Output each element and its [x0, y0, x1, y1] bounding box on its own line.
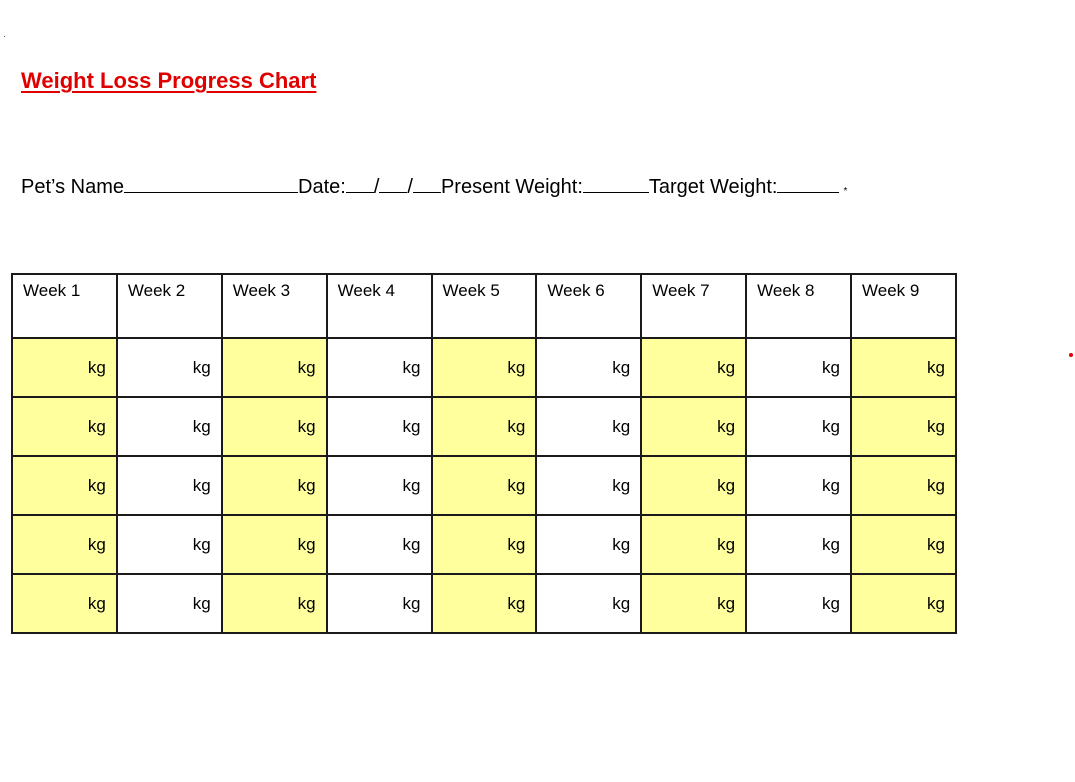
weight-cell-week-2[interactable]: kg — [117, 397, 222, 456]
weight-cell-week-1[interactable]: kg — [12, 574, 117, 633]
weight-cell-week-8[interactable]: kg — [746, 515, 851, 574]
week-8-header: Week 8 — [746, 274, 851, 338]
weight-cell-week-8[interactable]: kg — [746, 456, 851, 515]
table-row — [12, 397, 956, 456]
weight-cell-week-1[interactable]: kg — [12, 456, 117, 515]
target-weight-field[interactable] — [777, 174, 839, 193]
present-weight-label: Present Weight: — [440, 176, 583, 198]
weight-cell-week-1[interactable]: kg — [12, 397, 117, 456]
pet-info-line — [21, 174, 847, 199]
date-separator: / — [373, 176, 380, 198]
date-year-field[interactable] — [413, 174, 441, 193]
weight-cell-week-5[interactable]: kg — [432, 338, 537, 397]
weight-cell-week-6[interactable]: kg — [536, 574, 641, 633]
weight-cell-week-1[interactable]: kg — [12, 515, 117, 574]
weight-cell-week-9[interactable]: kg — [851, 574, 956, 633]
target-weight-label: Target Weight: — [648, 176, 778, 198]
date-separator: / — [407, 176, 413, 198]
weight-cell-week-3[interactable]: kg — [222, 397, 327, 456]
table-row — [12, 456, 956, 515]
date-month-field[interactable] — [379, 174, 407, 193]
weight-cell-week-4[interactable]: kg — [327, 515, 432, 574]
week-2-header: Week 2 — [117, 274, 222, 338]
table-row — [12, 515, 956, 574]
weight-cell-week-2[interactable]: kg — [117, 456, 222, 515]
page-corner-dot — [4, 36, 5, 37]
weight-cell-week-8[interactable]: kg — [746, 574, 851, 633]
week-6-header: Week 6 — [536, 274, 641, 338]
weight-cell-week-8[interactable]: kg — [746, 338, 851, 397]
page-title: Weight Loss Progress Chart — [21, 68, 317, 93]
weight-cell-week-9[interactable]: kg — [851, 397, 956, 456]
weight-cell-week-5[interactable]: kg — [432, 574, 537, 633]
present-weight-field[interactable] — [583, 174, 649, 193]
weight-cell-week-2[interactable]: kg — [117, 515, 222, 574]
weight-cell-week-4[interactable]: kg — [327, 397, 432, 456]
table-row — [12, 574, 956, 633]
weight-cell-week-6[interactable]: kg — [536, 515, 641, 574]
table-body — [12, 338, 956, 633]
week-4-header: Week 4 — [327, 274, 432, 338]
weight-cell-week-7[interactable]: kg — [641, 456, 746, 515]
weight-cell-week-6[interactable]: kg — [536, 338, 641, 397]
weight-cell-week-7[interactable]: kg — [641, 338, 746, 397]
pet-name-field[interactable] — [124, 174, 298, 193]
weight-cell-week-7[interactable]: kg — [641, 574, 746, 633]
weight-cell-week-7[interactable]: kg — [641, 397, 746, 456]
weight-cell-week-5[interactable]: kg — [432, 515, 537, 574]
weight-cell-week-5[interactable]: kg — [432, 456, 537, 515]
week-7-header: Week 7 — [641, 274, 746, 338]
weight-cell-week-4[interactable]: kg — [327, 574, 432, 633]
table-header-row — [12, 274, 956, 338]
weight-cell-week-3[interactable]: kg — [222, 574, 327, 633]
weight-cell-week-3[interactable]: kg — [222, 456, 327, 515]
week-1-header: Week 1 — [12, 274, 117, 338]
weight-cell-week-1[interactable]: kg — [12, 338, 117, 397]
weight-progress-table — [11, 273, 957, 634]
weight-cell-week-6[interactable]: kg — [536, 456, 641, 515]
weight-cell-week-3[interactable]: kg — [222, 338, 327, 397]
weight-cell-week-4[interactable]: kg — [327, 456, 432, 515]
week-3-header: Week 3 — [222, 274, 327, 338]
table-row — [12, 338, 956, 397]
margin-mark — [1069, 353, 1073, 357]
weight-cell-week-2[interactable]: kg — [117, 574, 222, 633]
weight-cell-week-2[interactable]: kg — [117, 338, 222, 397]
weight-cell-week-9[interactable]: kg — [851, 456, 956, 515]
weight-cell-week-8[interactable]: kg — [746, 397, 851, 456]
weight-cell-week-7[interactable]: kg — [641, 515, 746, 574]
weight-cell-week-5[interactable]: kg — [432, 397, 537, 456]
date-label: Date: — [298, 176, 346, 198]
weight-cell-week-9[interactable]: kg — [851, 338, 956, 397]
asterisk-mark: * — [843, 186, 848, 197]
week-9-header: Week 9 — [851, 274, 956, 338]
week-5-header: Week 5 — [432, 274, 537, 338]
date-day-field[interactable] — [346, 174, 374, 193]
weight-cell-week-9[interactable]: kg — [851, 515, 956, 574]
weight-cell-week-3[interactable]: kg — [222, 515, 327, 574]
weight-cell-week-6[interactable]: kg — [536, 397, 641, 456]
weight-cell-week-4[interactable]: kg — [327, 338, 432, 397]
pet-name-label: Pet’s Name — [21, 176, 125, 198]
